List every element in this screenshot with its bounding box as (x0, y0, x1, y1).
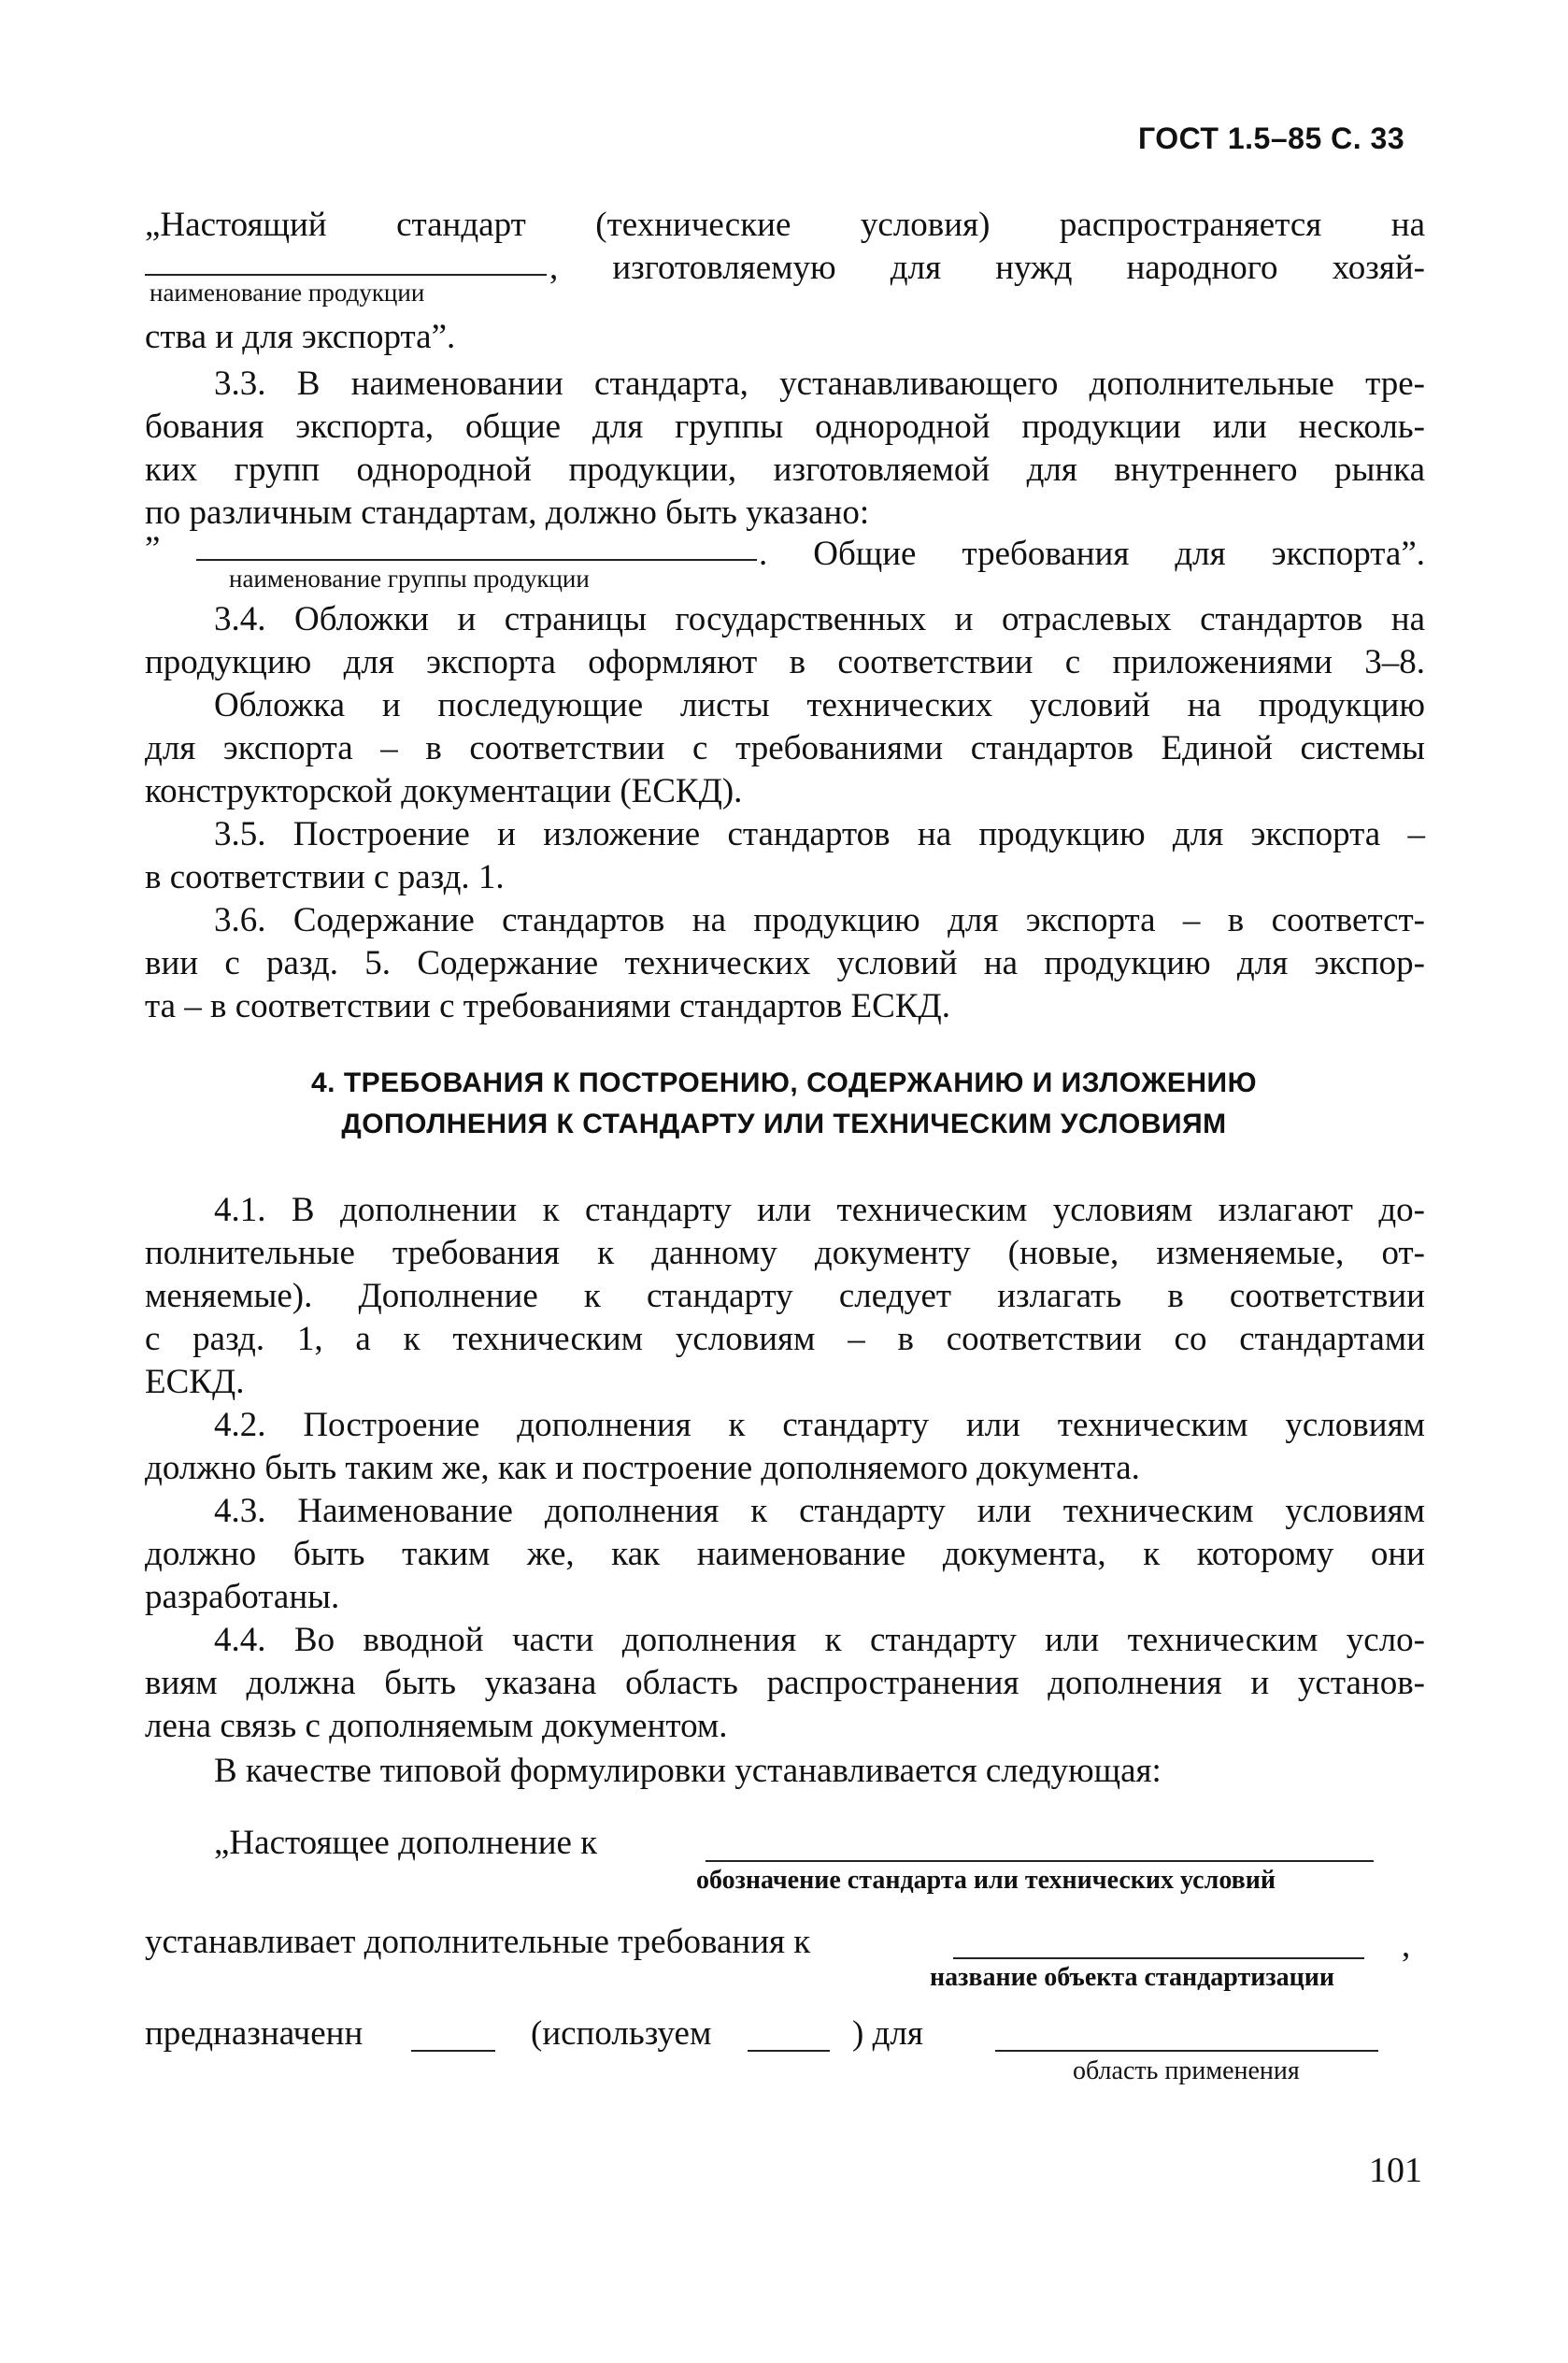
paragraph-line: должно быть таким же, как наименование документа, к которому они (145, 1535, 1425, 1573)
paragraph-line: полнительные требования к данному документу (новые, изменяемые, от- (145, 1234, 1425, 1272)
paragraph-line: 3.4. Обложки и страницы государственных и отраслевых стандартов на (214, 600, 1425, 638)
section-heading: ДОПОЛНЕНИЯ К СТАНДАРТУ ИЛИ ТЕХНИЧЕСКИМ УСЛОВИЯМ (341, 1109, 1227, 1139)
paragraph-line: вии с разд. 5. Содержание технических условий на продукцию для экспор- (145, 944, 1425, 982)
blank-line (748, 2050, 830, 2052)
paragraph-line: по различным стандартам, должно быть указано: (145, 494, 870, 532)
paragraph-line: продукцию для экспорта оформляют в соответствии с приложениями 3–8. (145, 643, 1425, 681)
section-heading: 4. ТРЕБОВАНИЯ К ПОСТРОЕНИЮ, СОДЕРЖАНИЮ И ИЗЛОЖЕНИЮ (310, 1067, 1258, 1098)
paragraph-line: разработаны. (145, 1578, 340, 1616)
field-caption: название объекта стандартизации (930, 1963, 1335, 1992)
blank-line (145, 274, 547, 276)
field-caption: наименование группы продукции (229, 565, 590, 593)
paragraph-line: Обложка и последующие листы технических условий на продукцию (214, 686, 1425, 724)
paragraph-line: ЕСКД. (145, 1363, 245, 1401)
field-caption: область применения (1073, 2056, 1300, 2085)
paragraph-line: та – в соответствии с требованиями стандартов ЕСКД. (145, 987, 950, 1025)
blank-line (995, 2050, 1378, 2052)
paragraph-line: 3.5. Построение и изложение стандартов на продукцию для экспорта – (214, 815, 1425, 853)
paragraph-line: бования экспорта, общие для группы однородной продукции или несколь- (145, 408, 1425, 446)
paragraph-line: 3.6. Содержание стандартов на продукцию для экспорта – в соответст- (214, 901, 1425, 939)
field-caption: наименование продукции (150, 279, 425, 307)
template-text: предназначенн (145, 2014, 363, 2053)
template-text: „Настоящее дополнение к (214, 1824, 598, 1862)
paragraph-line: В качестве типовой формулировки устанавливается следующая: (214, 1752, 1162, 1790)
paragraph-line: ства и для экспорта”. (145, 318, 456, 356)
template-text: устанавливает дополнительные требования к (145, 1923, 811, 1961)
paragraph-line: . Общие требования для экспорта”. (759, 535, 1425, 573)
paragraph-line: 3.3. В наименовании стандарта, устанавливающего дополнительные тре- (214, 365, 1425, 403)
paragraph-line: , изготовляемую для нужд народного хозяй- (549, 249, 1425, 287)
paragraph-line: с разд. 1, а к техническим условиям – в соответствии со стандартами (145, 1320, 1425, 1358)
template-text: (используем (531, 2014, 712, 2053)
field-caption: обозначение стандарта или технических условий (696, 1866, 1276, 1895)
paragraph-line: должно быть таким же, как и построение дополняемого документа. (145, 1449, 1140, 1487)
page-number: 101 (1369, 2151, 1422, 2190)
template-text: ) для (852, 2014, 923, 2053)
paragraph-line: 4.3. Наименование дополнения к стандарту или техническим условиям (214, 1492, 1425, 1530)
paragraph-line: виям должна быть указана область распространения дополнения и установ- (145, 1664, 1425, 1702)
blank-line (196, 559, 757, 561)
comma: , (1402, 1926, 1411, 1965)
paragraph-line: 4.4. Во вводной части дополнения к стандарту или техническим усло- (214, 1621, 1425, 1659)
paragraph-line: лена связь с дополняемым документом. (145, 1707, 728, 1745)
blank-line (706, 1860, 1374, 1862)
quote-mark: ” (145, 530, 161, 568)
blank-line (953, 1957, 1364, 1959)
paragraph-line: конструкторской документации (ЕСКД). (145, 772, 743, 810)
paragraph-line: ких групп однородной продукции, изготовляемой для внутреннего рынка (145, 451, 1425, 489)
paragraph-line: меняемые). Дополнение к стандарту следует излагать в соответствии (145, 1277, 1425, 1315)
page-header: ГОСТ 1.5–85 С. 33 (1138, 122, 1405, 155)
paragraph-line: 4.1. В дополнении к стандарту или техническим условиям излагают до- (214, 1191, 1425, 1229)
paragraph-line: для экспорта – в соответствии с требованиями стандартов Единой системы (145, 729, 1425, 767)
paragraph-line: 4.2. Построение дополнения к стандарту или техническим условиям (214, 1406, 1425, 1444)
paragraph-line: в соответствии с разд. 1. (145, 858, 505, 896)
paragraph-line: „Настоящий стандарт (технические условия) распространяется на (145, 206, 1425, 244)
blank-line (411, 2050, 495, 2052)
